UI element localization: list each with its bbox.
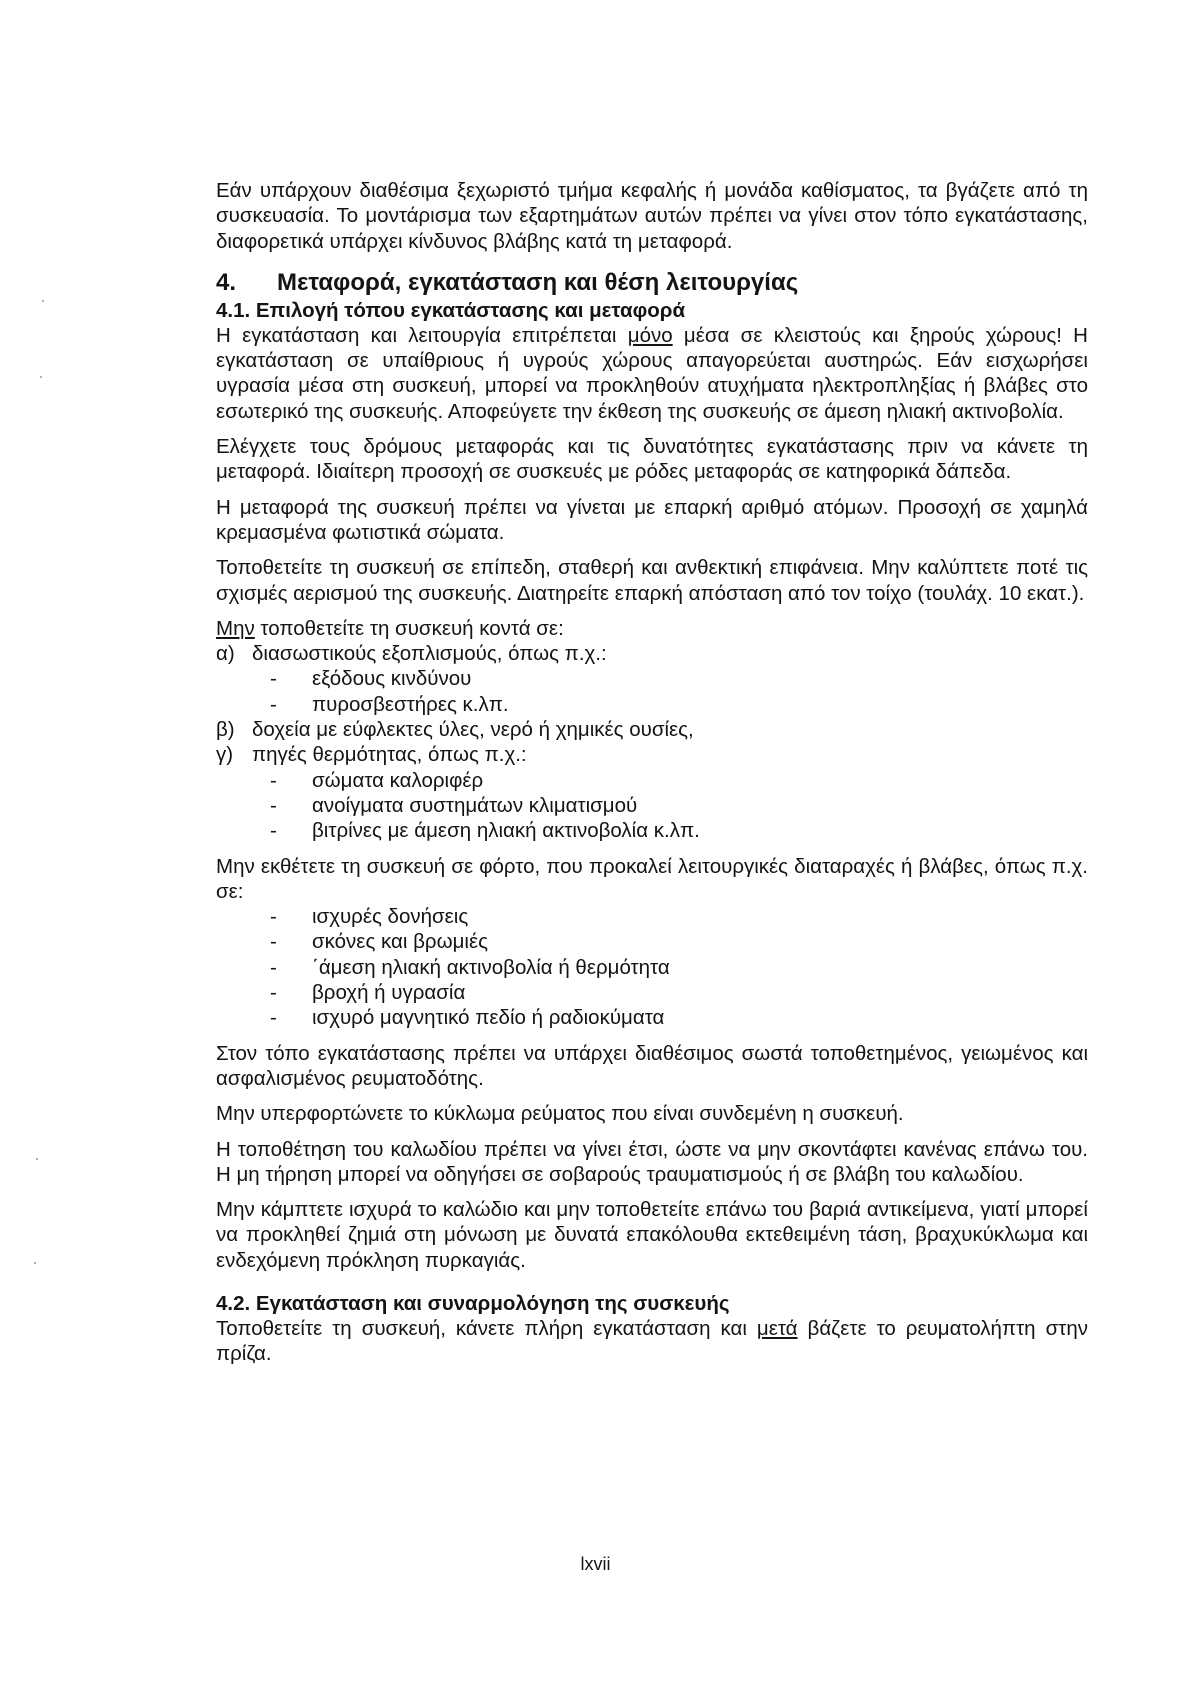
scan-speck bbox=[42, 300, 44, 302]
underlined-min: Μην bbox=[216, 616, 255, 640]
sub-list-item: - ισχυρές δονήσεις bbox=[270, 905, 469, 929]
list-item: α) διασωστικούς εξοπλισμούς, όπως π.χ.: bbox=[216, 642, 607, 666]
stress-intro: Μην εκθέτετε τη συσκευή σε φόρτο, που προκαλεί λειτουργικές διαταραχές ή βλάβες, όπως π.χ. σε: bbox=[216, 854, 1088, 903]
sub-list-item: - σκόνες και βρωμιές bbox=[270, 930, 488, 954]
sub-list-item: - βροχή ή υγρασία bbox=[270, 981, 466, 1005]
stress-list bbox=[216, 854, 1088, 1031]
page-content bbox=[216, 178, 1088, 1377]
sub-list-item: - πυροσβεστήρες κ.λπ. bbox=[270, 692, 509, 716]
section-4-1-heading: 4.1. Επιλογή τόπου εγκατάστασης και μεταφορά bbox=[216, 298, 686, 322]
transport-routes-paragraph: Ελέγχετε τους δρόμους μεταφοράς και τις δυνατότητες εγκατάστασης πριν να κάνετε τη μεταφορά. Ιδιαίτερη προσοχή σε συσκευές με ρόδες μεταφοράς σε κατηφορικά δάπεδα. bbox=[216, 435, 1088, 484]
sub-list-item: - σώματα καλοριφέρ bbox=[270, 768, 484, 792]
intro-paragraph: Εάν υπάρχουν διαθέσιμα ξεχωριστό τμήμα κεφαλής ή μονάδα καθίσματος, τα βγάζετε από τη συσκευασία. Το μοντάρισμα των εξαρτημάτων αυτών πρέπει να γίνει στον τόπο εγκατάστασης, διαφορετικά υπάρχει κίνδυνος βλάβης κατά τη μεταφορά. bbox=[216, 179, 1088, 253]
do-not-place-near-list bbox=[216, 616, 1088, 844]
section-4-2-heading: 4.2. Εγκατάσταση και συναρμολόγηση της συσκευής bbox=[216, 1291, 730, 1315]
sub-list-item: - ΄άμεση ηλιακή ακτινοβολία ή θερμότητα bbox=[270, 955, 670, 979]
page-number: lxvii bbox=[580, 1554, 611, 1574]
cable-routing-paragraph: Η τοποθέτηση του καλωδίου πρέπει να γίνει έτσι, ώστε να μην σκοντάφτει κανένας επάνω του. Η μη τήρηση μπορεί να οδηγήσει σε σοβαρούς τραυματισμούς ή σε βλάβη του καλωδίου. bbox=[216, 1137, 1088, 1186]
surface-paragraph: Τοποθετείτε τη συσκευή σε επίπεδη, σταθερή και ανθεκτική επιφάνεια. Μην καλύπτετε ποτέ τις σχισμές αερισμού της συσκευής. Διατηρείτε επαρκή απόσταση από τον τοίχο (τουλάχ. 10 εκατ.). bbox=[216, 556, 1088, 605]
list-intro: Μην τοποθετείτε τη συσκευή κοντά σε: bbox=[216, 616, 564, 640]
socket-paragraph: Στον τόπο εγκατάστασης πρέπει να υπάρχει διαθέσιμος σωστά τοποθετημένος, γειωμένος και ασφαλισμένος ρευματοδότης. bbox=[216, 1041, 1088, 1090]
cable-bending-paragraph: Μην κάμπτετε ισχυρά το καλώδιο και μην τοποθετείτε επάνω του βαριά αντικείμενα, γιατί μπορεί να προκληθεί ζημιά στη μόνωση με δυνατά επακόλουθα εκτεθειμένη τάση, βραχυκύκλωμα και ενδεχόμενη πρόκληση πυρκαγιάς. bbox=[216, 1198, 1088, 1272]
sub-list-item: - ανοίγματα συστημάτων κλιματισμού bbox=[270, 793, 638, 817]
underlined-after: μετά bbox=[756, 1316, 798, 1340]
scan-speck bbox=[36, 1158, 38, 1160]
scan-speck bbox=[40, 376, 42, 378]
sub-list-item: - βιτρίνες με άμεση ηλιακή ακτινοβολία κ.λπ. bbox=[270, 819, 700, 843]
indoor-only-paragraph: Η εγκατάσταση και λειτουργία επιτρέπεται μόνο μέσα σε κλειστούς και ξηρούς χώρους! Η εγκατάσταση σε υπαίθριους ή υγρούς χώρους απαγορεύεται αυστηρώς. Εάν εισχωρήσει υγρασία μέσα στη συσκευή, μπορεί να προκληθούν ατυχήματα ηλεκτροπληξίας ή βλάβες στο εσωτερικό της συσκευής. Αποφεύγετε την έκθεση της συσκευής σε άμεση ηλιακή ακτινοβολία. bbox=[216, 323, 1088, 423]
scan-speck bbox=[34, 1262, 36, 1264]
section-4-number: 4. bbox=[216, 268, 237, 296]
list-item: β) δοχεία με εύφλεκτες ύλες, νερό ή χημικές ουσίες, bbox=[216, 718, 694, 742]
list-item: γ) πηγές θερμότητας, όπως π.χ.: bbox=[216, 743, 527, 767]
assembly-paragraph: Τοποθετείτε τη συσκευή, κάνετε πλήρη εγκατάσταση και μετά βάζετε το ρευματολήπτη στην πρίζα. bbox=[216, 1316, 1088, 1366]
overload-paragraph: Μην υπερφορτώνετε το κύκλωμα ρεύματος που είναι συνδεμένη η συσκευή. bbox=[216, 1102, 904, 1126]
sub-list-item: - ισχυρό μαγνητικό πεδίο ή ραδιοκύματα bbox=[270, 1006, 665, 1030]
persons-paragraph: Η μεταφορά της συσκευή πρέπει να γίνεται με επαρκή αριθμό ατόμων. Προσοχή σε χαμηλά κρεμασμένα φωτιστικά σώματα. bbox=[216, 495, 1088, 544]
sub-list-item: - εξόδους κινδύνου bbox=[270, 667, 472, 691]
underlined-only: μόνο bbox=[627, 323, 673, 347]
section-4-title: Μεταφορά, εγκατάσταση και θέση λειτουργίας bbox=[277, 268, 799, 296]
section-4-heading bbox=[216, 268, 1088, 297]
